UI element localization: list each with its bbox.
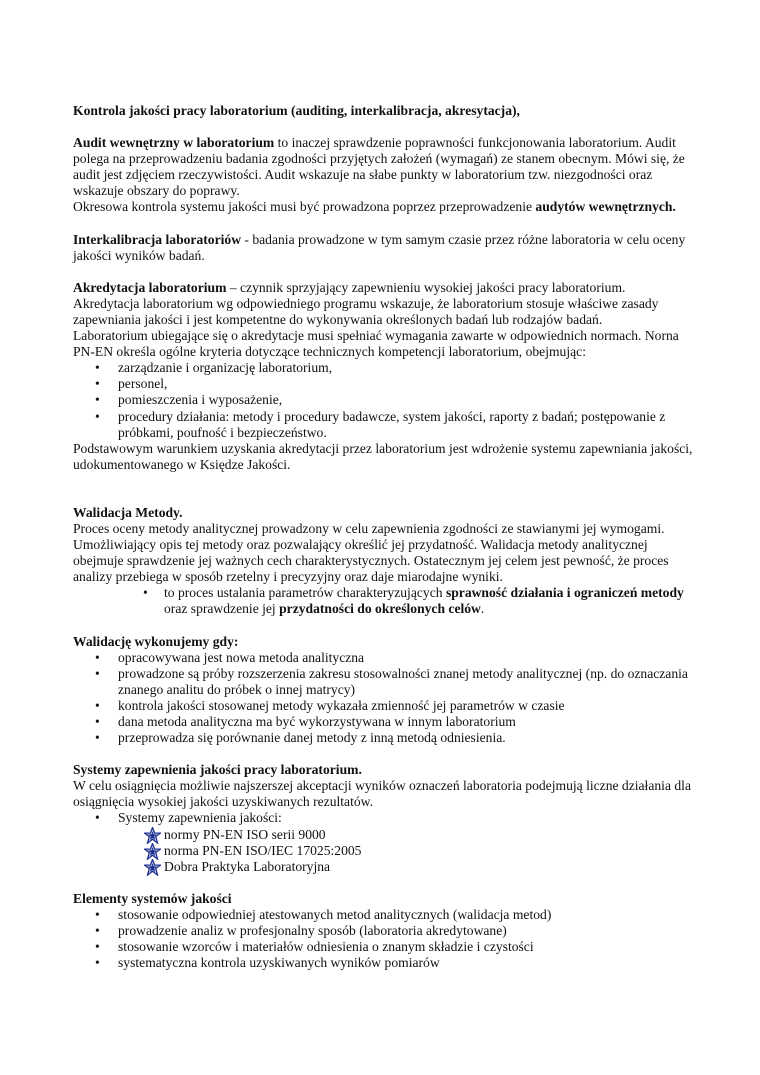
elementy-list — [73, 907, 693, 971]
systemy-sublist — [73, 827, 693, 875]
systemy-paragraph: W celu osiągnięcia możliwie najszerszej akceptacji wyników oznaczeń laboratoria podejmują liczne działania dla osiągnięcia wysokiej jakości uzyskiwanych rezultatów. — [73, 778, 691, 810]
akredytacja-term: Akredytacja laboratorium — [73, 279, 227, 295]
star-icon — [144, 843, 161, 860]
systemy-heading: Systemy zapewnienia jakości pracy laboratorium. — [73, 762, 362, 778]
list-item: • personel, — [73, 376, 693, 392]
document-title: Kontrola jakości pracy laboratorium (auditing, interkalibracja, akresytacja), — [73, 103, 520, 118]
list-item: • przeprowadza się porównanie danej metody z inną metodą odniesienia. — [73, 730, 693, 746]
list-item: • stosowanie wzorców i materiałów odniesienia o znanym składzie i czystości — [73, 939, 693, 955]
walidacja-paragraph: Proces oceny metody analitycznej prowadzony w celu zapewnienia zgodności ze stawianymi jej wymogami. Umożliwiający opis tej metody oraz pozwalający określić jej przydatność. Walidacja metody analitycznej obejmuje sprawdzenie jej ważnych cech charakterystycznych. Ostatecznym jej celem jest pewność, że proces analizy przebiega w sposób rzetelny i precyzyjny oraz daje miarodajne wyniki. — [73, 520, 669, 585]
document-body — [73, 103, 693, 971]
audit-term: Audit wewnętrzny w laboratorium — [73, 135, 278, 151]
list-item: • pomieszczenia i wyposażenie, — [73, 392, 693, 408]
list-item: Dobra Praktyka Laboratoryjna — [73, 859, 693, 875]
list-item: • kontrola jakości stosowanej metody wykazała zmienność jej parametrów w czasie — [73, 698, 693, 714]
akredytacja-paragraph-3: Podstawowym warunkiem uzyskania akredytacji przez laboratorium jest wdrożenie systemu zapewniania jakości, udokumentowanego w Księdze Jakości. — [73, 440, 693, 472]
walidacja-heading: Walidacja Metody. — [73, 504, 183, 520]
akredytacja-paragraph: Akredytacja laboratorium – czynnik sprzyjający zapewnieniu wysokiej jakości pracy laboratorium. Akredytacja laboratorium wg odpowiedniego programu wskazuje, że laboratorium stosuje właściwe zasady zapewniania jakości i jest kompetentne do wykonywania określonych badań lub rodzajów badań. — [73, 279, 659, 327]
list-item: • Systemy zapewnienia jakości: — [73, 810, 693, 826]
akredytacja-paragraph-2: Laboratorium ubiegające się o akredytacje musi spełniać wymagania zawarte w odpowiednich normach. Norna PN-EN określa ogólne kryteria dotyczące technicznych kompetencji laboratorium, obejmując: — [73, 328, 679, 360]
star-icon — [144, 859, 161, 876]
list-item: • to proces ustalania parametrów charakteryzujących sprawność działania i ograniczeń metody oraz sprawdzenie jej przydatności do określonych celów. — [73, 585, 693, 617]
systemy-list — [73, 810, 693, 826]
list-item: • opracowywana jest nowa metoda analityczna — [73, 650, 693, 666]
list-item: norma PN-EN ISO/IEC 17025:2005 — [73, 843, 693, 859]
akredytacja-list — [73, 360, 693, 440]
interkalibracja-paragraph: Interkalibracja laboratoriów - badania prowadzone w tym samym czasie przez różne laboratoria w celu oceny jakości wyników badań. — [73, 231, 686, 263]
audit-paragraph-2: Okresowa kontrola systemu jakości musi być prowadzona poprzez przeprowadzenie audytów wewnętrznych. — [73, 199, 676, 215]
star-icon — [144, 827, 161, 844]
list-item: normy PN-EN ISO serii 9000 — [73, 827, 693, 843]
gdy-list — [73, 650, 693, 747]
list-item: • stosowanie odpowiedniej atestowanych metod analitycznych (walidacja metod) — [73, 907, 693, 923]
list-item: • procedury działania: metody i procedury badawcze, system jakości, raporty z badań; postępowanie z próbkami, poufność i bezpieczeństwo. — [73, 409, 693, 441]
list-item: • systematyczna kontrola uzyskiwanych wyników pomiarów — [73, 955, 693, 971]
audit-paragraph: Audit wewnętrzny w laboratorium to inaczej sprawdzenie poprawności funkcjonowania laboratorium. Audit polega na przeprowadzeniu badania zgodności przyjętych założeń (wymagań) ze stanem obecnym. Mówi się, że audit jest zdjęciem rzeczywistości. Audit wskazuje na słabe punkty w laboratorium tzw. niezgodności oraz wskazuje obszary do poprawy. — [73, 135, 685, 199]
list-item: • dana metoda analityczna ma być wykorzystywana w innym laboratorium — [73, 714, 693, 730]
elementy-heading: Elementy systemów jakości — [73, 890, 232, 906]
gdy-heading: Walidację wykonujemy gdy: — [73, 633, 239, 649]
list-item: • prowadzone są próby rozszerzenia zakresu stosowalności znanej metody analitycznej (np. do oznaczania znanego analitu do próbek o innej matrycy) — [73, 666, 693, 698]
list-item: • zarządzanie i organizację laboratorium, — [73, 360, 693, 376]
walidacja-list — [73, 585, 693, 617]
list-item: • prowadzenie analiz w profesjonalny sposób (laboratoria akredytowane) — [73, 923, 693, 939]
interkalibracja-term: Interkalibracja laboratoriów — [73, 231, 242, 247]
